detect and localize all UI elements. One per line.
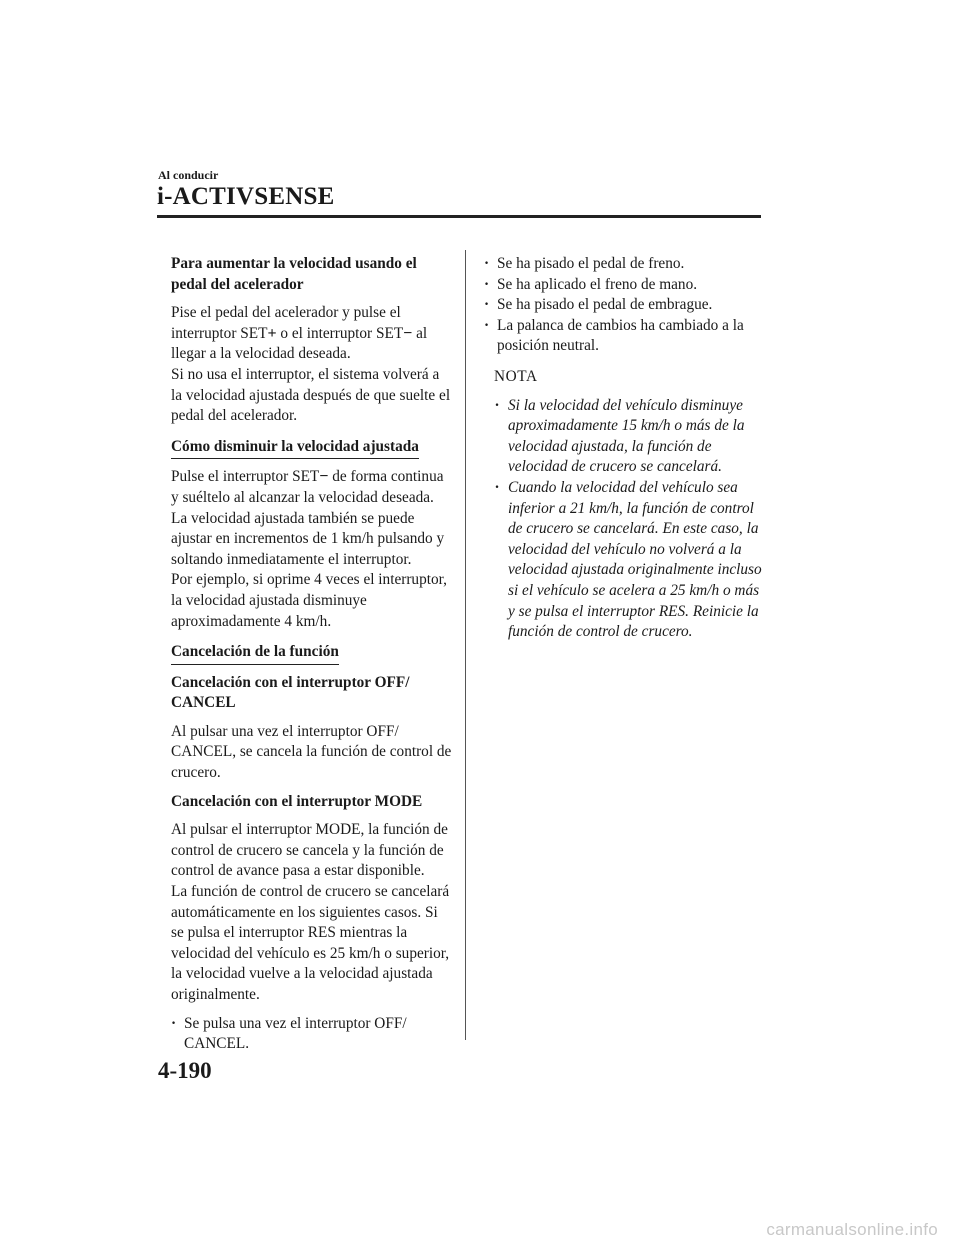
paragraph-decrease-2: La velocidad ajustada también se puede ajustar en incrementos de 1 km/h pulsando y soltando inmediatamente el interruptor. bbox=[171, 509, 445, 568]
set-plus-icon: + bbox=[267, 324, 277, 342]
right-column bbox=[484, 254, 769, 643]
paragraph-decrease-3: Por ejemplo, si oprime 4 veces el interruptor, la velocidad ajustada disminuye aproximadamente 4 km/h. bbox=[171, 571, 447, 630]
heading-cancel-mode: Cancelación con el interruptor MODE bbox=[171, 792, 423, 810]
note-block bbox=[495, 396, 769, 643]
heading-decrease-speed: Cómo disminuir la velocidad ajustada bbox=[171, 437, 419, 460]
watermark: carmanualsonline.info bbox=[766, 1220, 938, 1239]
section-label: Al conducir bbox=[158, 168, 219, 182]
list-item: · Se pulsa una vez el interruptor OFF/ CANCEL. bbox=[171, 1014, 453, 1055]
heading-accelerator: Para aumentar la velocidad usando el pedal del acelerador bbox=[171, 255, 417, 293]
note-item: · Si la velocidad del vehículo disminuye aproximadamente 15 km/h o más de la velocidad ajustada, la función de velocidad de crucero se cancelará. bbox=[495, 396, 769, 478]
page-number: 4-190 bbox=[158, 1058, 212, 1083]
set-minus-icon-2: − bbox=[319, 468, 329, 486]
page-title: i-ACTIVSENSE bbox=[157, 183, 335, 210]
left-column bbox=[171, 254, 453, 1055]
list-item: · La palanca de cambios ha cambiado a la posición neutral. bbox=[484, 316, 769, 357]
header-divider bbox=[157, 215, 761, 218]
list-item: · Se ha pisado el pedal de embrague. bbox=[484, 295, 769, 316]
text-accelerator-c: al llegar a la velocidad deseada. bbox=[171, 324, 428, 363]
paragraph-accelerator bbox=[171, 303, 453, 365]
paragraph-cancel-mode-2: La función de control de crucero se cancelará automáticamente en los siguientes casos. Si se pulsa el interruptor RES mientras la velocidad del vehículo es 25 km/h o superior, la velocidad vuelve a la velocidad ajustada originalmente. bbox=[171, 883, 450, 1003]
list-item: · Se ha pisado el pedal de freno. bbox=[484, 254, 769, 275]
paragraph-decrease bbox=[171, 467, 453, 508]
text-decrease-a: Pulse el interruptor SET bbox=[171, 468, 320, 486]
heading-cancel-function: Cancelación de la función bbox=[171, 642, 339, 665]
paragraph-cancel-mode-1: Al pulsar el interruptor MODE, la función de control de crucero se cancela y la función de control de avance pasa a estar disponible. bbox=[171, 821, 448, 880]
list-item: · Se ha aplicado el freno de mano. bbox=[484, 275, 769, 296]
text-accelerator-a: Pise el pedal del acelerador y pulse el interruptor SET bbox=[171, 304, 401, 342]
cancel-conditions-list-continued bbox=[484, 254, 769, 357]
heading-cancel-off: Cancelación con el interruptor OFF/ CANCEL bbox=[171, 673, 410, 712]
paragraph-cancel-off: Al pulsar una vez el interruptor OFF/ CANCEL, se cancela la función de control de crucero. bbox=[171, 722, 452, 782]
text-decrease-b: de forma continua y suéltelo al alcanzar la velocidad deseada. bbox=[171, 468, 444, 506]
note-label: NOTA bbox=[494, 367, 538, 385]
cancel-conditions-list bbox=[171, 1014, 453, 1055]
set-minus-icon: − bbox=[403, 324, 413, 342]
note-item: · Cuando la velocidad del vehículo sea inferior a 21 km/h, la función de control de crucero se cancelará. En este caso, la velocidad del vehículo no volverá a la velocidad ajustada originalmente incluso si el vehículo se acelera a 25 km/h o más y se pulsa el interruptor RES. Reinicie la función de control de crucero. bbox=[495, 478, 769, 643]
column-divider bbox=[465, 250, 466, 1040]
text-accelerator-b: o el interruptor SET bbox=[276, 324, 404, 342]
paragraph-accelerator-2: Si no usa el interruptor, el sistema volverá a la velocidad ajustada después de que suelte el pedal del acelerador. bbox=[171, 365, 451, 425]
